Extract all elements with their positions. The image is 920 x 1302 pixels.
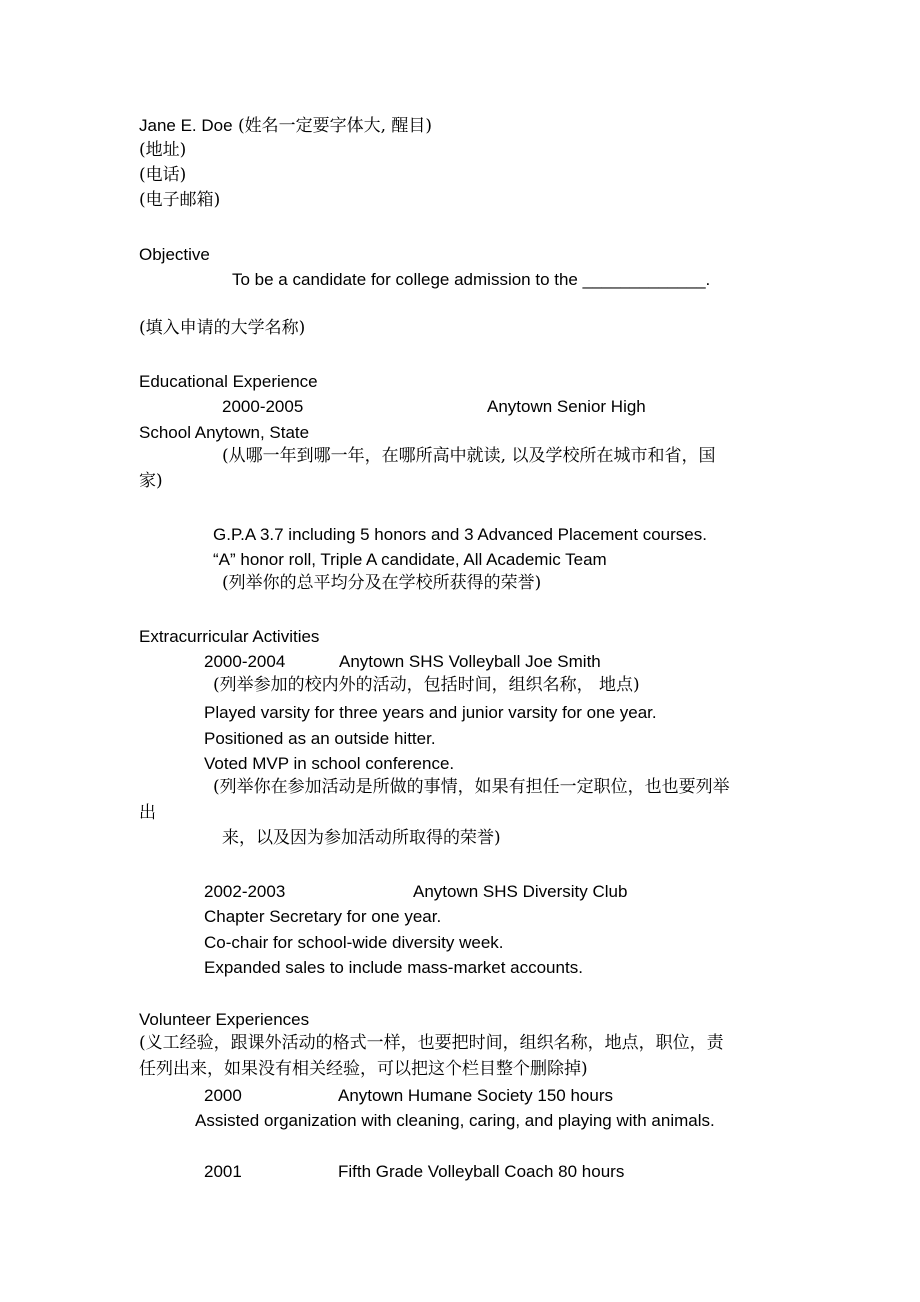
objective-note: (填入申请的大学名称) — [139, 318, 306, 338]
activity1-note2-cont2: 来，以及因为参加活动所取得的荣誉) — [222, 828, 501, 848]
activity2-years: 2002-2003 — [204, 882, 286, 901]
activity1-note: (列举参加的校内外的活动，包括时间，组织名称， 地点) — [213, 675, 640, 695]
activity1-title: Anytown SHS Volleyball Joe Smith — [339, 652, 601, 671]
activity1-bullet: Positioned as an outside hitter. — [204, 729, 436, 748]
volunteer1-title: Anytown Humane Society 150 hours — [338, 1086, 613, 1105]
volunteer-heading: Volunteer Experiences — [139, 1010, 310, 1029]
volunteer2-year: 2001 — [204, 1162, 242, 1181]
resume-name-line — [139, 117, 432, 135]
volunteer-note: (义工经验，跟课外活动的格式一样，也要把时间，组织名称，地点，职位，责 — [139, 1033, 724, 1053]
objective-heading: Objective — [139, 245, 210, 264]
education-achievement-honors: “A” honor roll, Triple A candidate, All Academic Team — [213, 550, 607, 569]
volunteer1-year: 2000 — [204, 1086, 242, 1105]
phone-placeholder: (电话) — [139, 165, 187, 185]
activity1-note2: (列举你在参加活动是所做的事情，如果有担任一定职位，也也要列举 — [213, 777, 730, 797]
activity2-title: Anytown SHS Diversity Club — [413, 882, 628, 901]
activity1-bullet: Voted MVP in school conference. — [204, 754, 455, 773]
education-note-cont: 家) — [139, 471, 163, 491]
volunteer-note-cont: 任列出来，如果没有相关经验，可以把这个栏目整个删除掉) — [139, 1059, 588, 1079]
activity2-bullet: Co-chair for school-wide diversity week. — [204, 933, 504, 952]
activity1-years: 2000-2004 — [204, 652, 286, 671]
activity2-bullet: Chapter Secretary for one year. — [204, 907, 442, 926]
volunteer2-title: Fifth Grade Volleyball Coach 80 hours — [338, 1162, 625, 1181]
activity2-bullet: Expanded sales to include mass-market accounts. — [204, 958, 583, 977]
applicant-name: Jane E. Doe — [139, 116, 233, 135]
education-school: Anytown Senior High — [487, 397, 646, 416]
activity1-bullet: Played varsity for three years and junior varsity for one year. — [204, 703, 657, 722]
education-years: 2000-2005 — [222, 397, 304, 416]
education-achievement-gpa: G.P.A 3.7 including 5 honors and 3 Advanced Placement courses. — [213, 525, 707, 544]
education-achievement-note: (列举你的总平均分及在学校所获得的荣誉) — [222, 573, 542, 593]
education-heading: Educational Experience — [139, 372, 318, 391]
name-note: (姓名一定要字体大, 醒目) — [232, 116, 433, 136]
education-school-cont: School Anytown, State — [139, 423, 310, 442]
email-placeholder: (电子邮箱) — [139, 190, 221, 210]
objective-text: To be a candidate for college admission to the _____________. — [232, 270, 711, 289]
education-note: (从哪一年到哪一年，在哪所高中就读, 以及学校所在城市和省，国 — [222, 446, 716, 466]
extracurricular-heading: Extracurricular Activities — [139, 627, 320, 646]
address-placeholder: (地址) — [139, 140, 187, 160]
activity1-note2-cont: 出 — [139, 803, 156, 823]
volunteer1-desc: Assisted organization with cleaning, caring, and playing with animals. — [195, 1111, 715, 1130]
